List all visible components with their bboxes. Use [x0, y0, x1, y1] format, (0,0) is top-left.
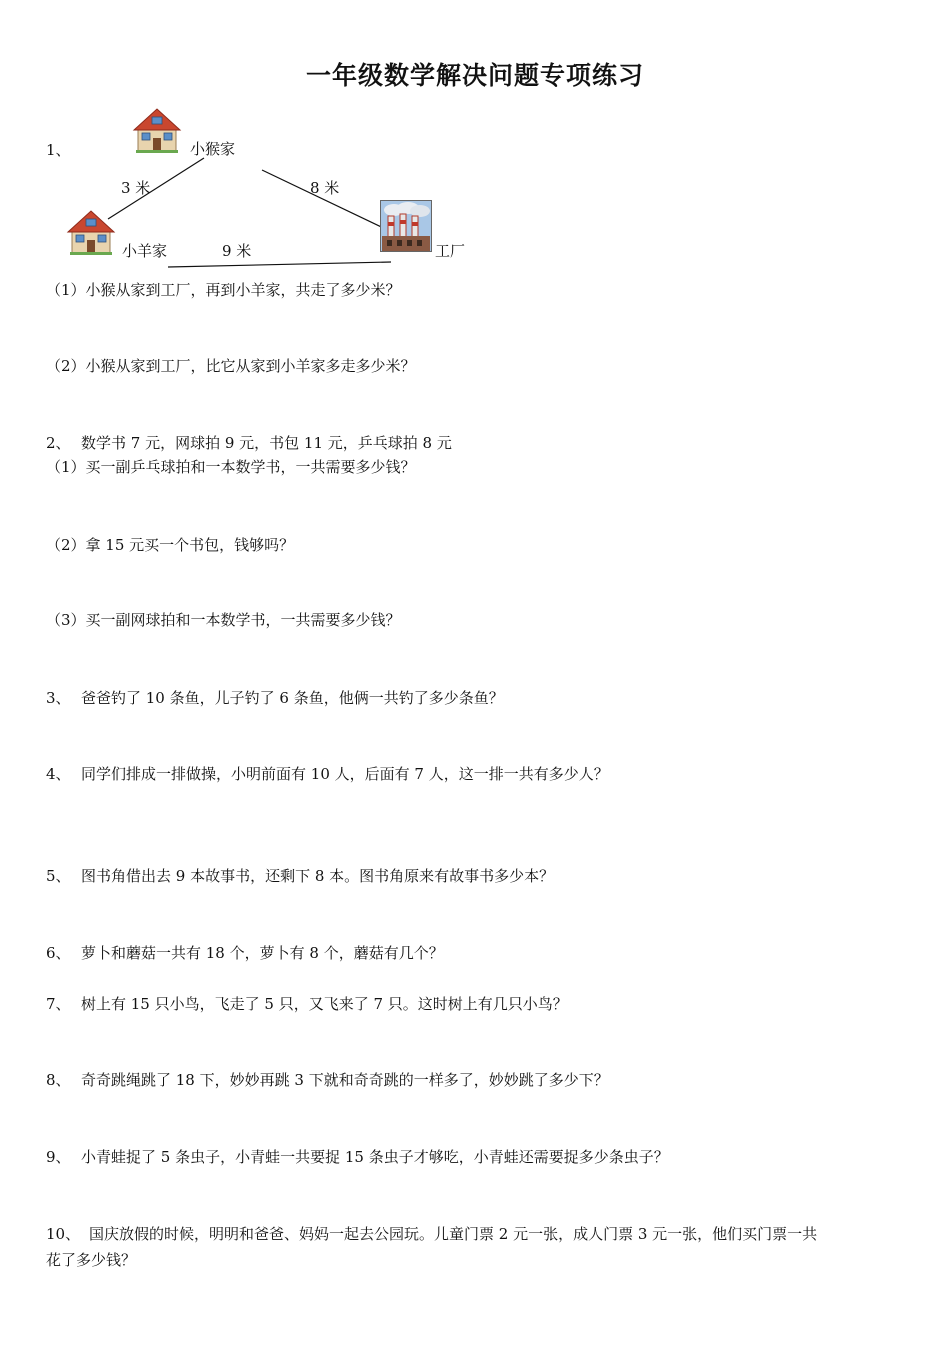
question-3-text: 爸爸钓了 10 条鱼，儿子钓了 6 条鱼，他俩一共钓了多少条鱼？: [81, 689, 504, 707]
question-1-number: 1、: [46, 141, 71, 159]
question-6-text: 萝卜和蘑菇一共有 18 个，萝卜有 8 个，蘑菇有几个？: [81, 944, 444, 962]
page-title: 一年级数学解决问题专项练习: [305, 61, 644, 90]
question-10-text-line-1: 国庆放假的时候，明明和爸爸、妈妈一起去公园玩。儿童门票 2 元一张，成人门票 3 元一张，他们买门票一共: [89, 1225, 818, 1243]
question-9-number: 9、: [46, 1148, 71, 1166]
label-distance-3: 3 米: [121, 179, 151, 197]
label-sheep-home: 小羊家: [122, 242, 168, 260]
label-factory: 工厂: [435, 242, 466, 260]
question-10-text-line-2: 花了多少钱？: [46, 1251, 137, 1269]
question-2-part-2: （2）拿 15 元买一个书包，钱够吗？: [46, 536, 295, 554]
question-10-number: 10、: [46, 1225, 81, 1243]
question-6-number: 6、: [46, 944, 71, 962]
question-8-number: 8、: [46, 1071, 71, 1089]
line-sheep-factory: [168, 262, 391, 267]
question-8-text: 奇奇跳绳跳了 18 下，妙妙再跳 3 下就和奇奇跳的一样多了，妙妙跳了多少下？: [81, 1071, 609, 1089]
question-9-text: 小青蛙捉了 5 条虫子，小青蛙一共要捉 15 条虫子才够吃，小青蛙还需要捉多少条虫子？: [81, 1148, 669, 1166]
label-distance-9: 9 米: [222, 242, 252, 260]
question-1-part-2: （2）小猴从家到工厂，比它从家到小羊家多走多少米？: [46, 357, 416, 375]
question-4-text: 同学们排成一排做操，小明前面有 10 人，后面有 7 人，这一排一共有多少人？: [81, 765, 609, 783]
question-7-text: 树上有 15 只小鸟，飞走了 5 只，又飞来了 7 只。这时树上有几只小鸟？: [81, 995, 568, 1013]
question-1-part-1: （1）小猴从家到工厂，再到小羊家，共走了多少米？: [46, 281, 401, 299]
question-2-part-1: （1）买一副乒乓球拍和一本数学书，一共需要多少钱？: [46, 458, 416, 476]
question-5-number: 5、: [46, 867, 71, 885]
label-distance-8: 8 米: [310, 179, 340, 197]
question-4-number: 4、: [46, 765, 71, 783]
house-icon: [66, 208, 116, 256]
house-icon: [132, 106, 182, 154]
question-3-number: 3、: [46, 689, 71, 707]
question-7-number: 7、: [46, 995, 71, 1013]
label-monkey-home: 小猴家: [190, 140, 236, 158]
question-2-number: 2、: [46, 434, 71, 452]
question-2-part-3: （3）买一副网球拍和一本数学书，一共需要多少钱？: [46, 611, 401, 629]
question-5-text: 图书角借出去 9 本故事书，还剩下 8 本。图书角原来有故事书多少本？: [81, 867, 555, 885]
question-2-text: 数学书 7 元，网球拍 9 元，书包 11 元，乒乓球拍 8 元: [81, 434, 452, 452]
factory-icon: [380, 200, 432, 252]
